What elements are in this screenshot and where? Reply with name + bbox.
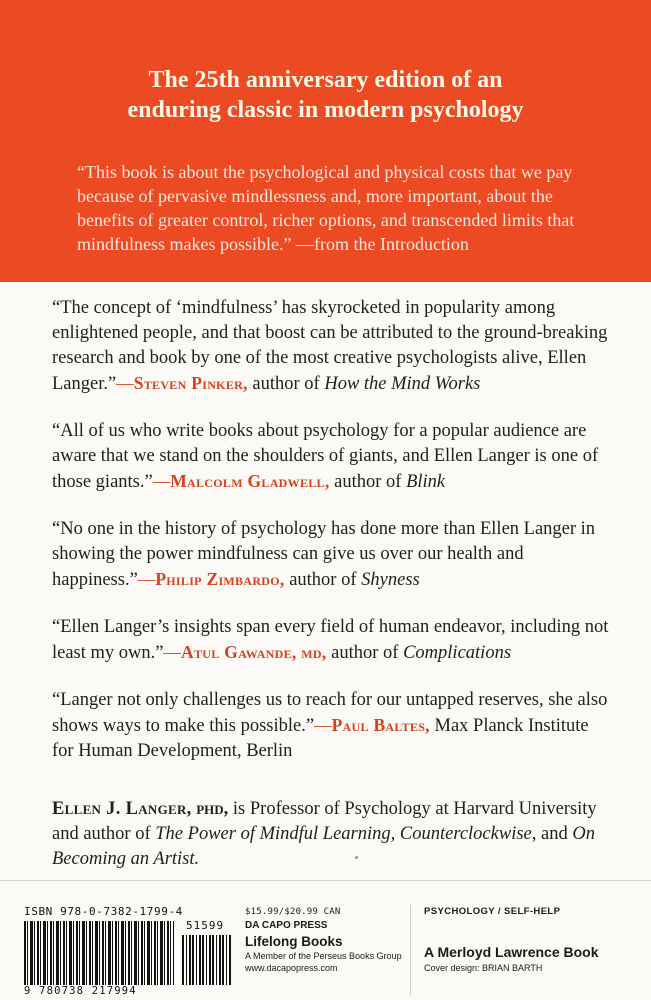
blurb-author: Steven Pinker,: [133, 373, 248, 393]
blurb-role: author of: [329, 472, 407, 492]
blurb-zimbardo: [52, 517, 612, 593]
blurb-role: author of: [326, 643, 404, 663]
blurb-quote: “No one in the history of psychology has done more than Ellen Langer in showing the power mindfulness can give us over our health and happiness.”: [52, 519, 596, 590]
cover-design-credit: Cover design: BRIAN BARTH: [424, 963, 543, 973]
ean-number: 9 780738 217994: [24, 985, 137, 997]
blurb-book-title: How the Mind Works: [324, 374, 481, 394]
bio-text: is Professor of Psychology at Harvard University and author of: [52, 799, 597, 844]
ean-bars: [24, 921, 174, 985]
blurb-author: Atul Gawande, md,: [181, 642, 327, 662]
blurb-quote: “All of us who write books about psychology for a popular audience are aware that we stand on the shoulders of giants, and Ellen Langer is one of those giants.”: [52, 421, 599, 492]
tagline: [0, 65, 651, 125]
blurb-author: Paul Baltes,: [331, 715, 430, 735]
intro-quote: “This book is about the psychological and physical costs that we pay because of pervasive mindlessness and, more important, about the benefits of greater control, richer options, and transcended limits that mindfulness makes possible.” —from the Introduction: [77, 162, 575, 254]
print-speck: [355, 856, 358, 859]
blurb-dash: —: [163, 642, 181, 662]
publisher-name: DA CAPO PRESS: [245, 920, 328, 931]
bio-text-and: and: [536, 824, 573, 844]
blurb-dash: —: [314, 715, 332, 735]
footer-column-divider: [410, 905, 411, 995]
series-name: A Merloyd Lawrence Book: [424, 944, 599, 960]
blurb-book-title: Shyness: [361, 570, 420, 590]
blurb-author: Malcolm Gladwell,: [170, 471, 330, 491]
blurb-role: author of: [247, 374, 325, 394]
blurb-quote: “Langer not only challenges us to reach for our untapped reserves, she also shows ways to make this possible.”: [52, 690, 608, 736]
imprint-name: Lifelong Books: [245, 934, 343, 949]
bio-degree: phd,: [191, 799, 229, 819]
publisher-group: A Member of the Perseus Books Group: [245, 951, 402, 961]
tagline-line-1: The 25th anniversary edition of an: [148, 67, 503, 93]
footer-divider: [0, 880, 651, 881]
price-addon-number: 51599: [186, 919, 225, 932]
author-bio: [52, 797, 612, 872]
blurb-quote: “The concept of ‘mindfulness’ has skyrocketed in popularity among enlightened people, and that boost can be attributed to the ground-breaking research and book by one of the most creative psychologists alive, Ellen Langer.”: [52, 298, 608, 394]
blurb-author: Philip Zimbardo,: [155, 569, 285, 589]
isbn-barcode: [24, 905, 234, 997]
blurb-pinker: [52, 296, 612, 397]
blurb-book-title: Complications: [403, 643, 512, 663]
blurb-baltes: [52, 688, 612, 764]
blurb-role: Max Planck Institute for Human Development, Berlin: [52, 716, 589, 761]
blurb-dash: —: [152, 471, 171, 491]
bio-book-title-artist: On Becoming an Artist.: [52, 824, 595, 869]
blurb-dash: —: [137, 569, 156, 589]
blurb-book-title: Blink: [406, 472, 446, 492]
blurb-gladwell: [52, 419, 612, 495]
bio-author-name: Ellen J. Langer,: [52, 799, 192, 819]
addon-bars: [182, 935, 232, 985]
publisher-info: [245, 905, 405, 974]
category-info: [424, 905, 634, 973]
blurb-quote: “Ellen Langer’s insights span every field of human endeavor, including not least my own.”: [52, 617, 609, 663]
blurb-role: author of: [284, 570, 362, 590]
bio-book-titles: The Power of Mindful Learning, Counterclockwise,: [155, 824, 537, 844]
blurb-dash: —: [116, 373, 134, 393]
barcode-graphic: [24, 921, 234, 985]
isbn-text: ISBN 978-0-7382-1799-4: [24, 905, 183, 918]
category-label: PSYCHOLOGY / SELF-HELP: [424, 906, 561, 917]
blurb-gawande: [52, 615, 612, 666]
blurb-list: [52, 296, 612, 764]
price: $15.99/$20.99 CAN: [245, 907, 341, 917]
tagline-line-2: enduring classic in modern psychology: [127, 97, 524, 123]
publisher-url: www.dacapopress.com: [245, 963, 338, 973]
